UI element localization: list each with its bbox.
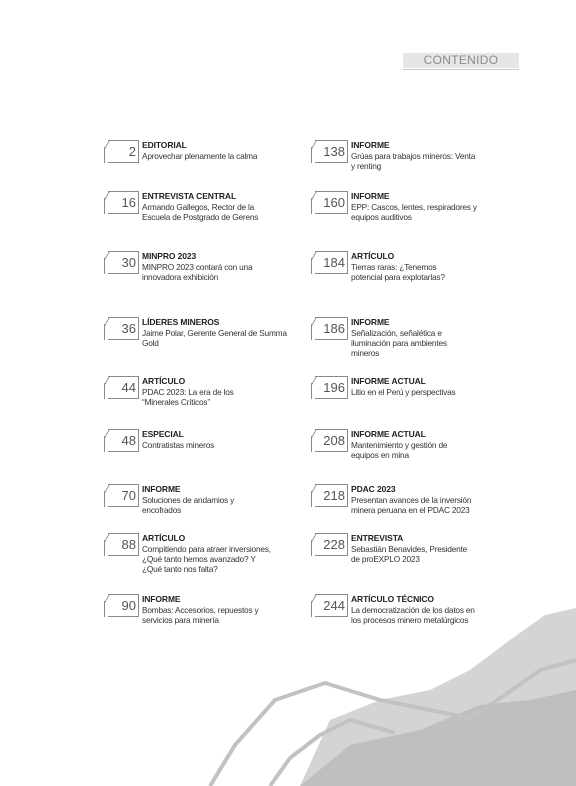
entry-description: PDAC 2023: La era de los “Minerales Críticos” xyxy=(142,387,234,407)
page-number: 160 xyxy=(315,191,348,214)
entry-category: INFORME xyxy=(142,594,181,604)
page-number: 218 xyxy=(315,484,348,507)
page-number: 186 xyxy=(315,317,348,340)
entry-description: Presentan avances de la inversión minera peruana en el PDAC 2023 xyxy=(351,495,472,515)
page-number: 36 xyxy=(108,317,139,340)
entry-category: INFORME xyxy=(351,140,390,150)
page-number: 2 xyxy=(108,140,139,163)
entry-category: ARTÍCULO xyxy=(142,533,186,543)
page-number: 30 xyxy=(108,251,139,274)
entry-category: ARTÍCULO TÉCNICO xyxy=(351,594,434,604)
entry-category: ENTREVISTA CENTRAL xyxy=(142,191,237,201)
entry-category: MINPRO 2023 xyxy=(142,251,197,261)
entry-description: Compitiendo para atraer inversiones, ¿Qué tanto hemos avanzado? Y ¿Qué tanto nos falta? xyxy=(142,544,271,574)
entry-description: Jaime Polar, Gerente General de Summa Gold xyxy=(142,328,287,348)
entry-category: INFORME ACTUAL xyxy=(351,429,426,439)
page-number: 228 xyxy=(315,533,348,556)
page-number: 184 xyxy=(315,251,348,274)
entry-description: Contratistas mineros xyxy=(142,440,215,450)
entry-description: Soluciones de andamios y encofrados xyxy=(142,495,235,515)
page-number: 138 xyxy=(315,140,348,163)
entry-description: Bombas: Accesorios, repuestos y servicios para minería xyxy=(142,605,259,625)
page-number: 90 xyxy=(108,594,139,617)
entry-description: La democratización de los datos en los procesos minero metalúrgicos xyxy=(351,605,475,625)
entry-description: Tierras raras: ¿Tenemos potencial para explotarlas? xyxy=(351,262,445,282)
entry-category: PDAC 2023 xyxy=(351,484,396,494)
entry-category: ESPECIAL xyxy=(142,429,184,439)
page-number: 88 xyxy=(108,533,139,556)
page-number: 196 xyxy=(315,376,348,399)
entry-description: MINPRO 2023 contará con una innovadora exhibición xyxy=(142,262,253,282)
entry-category: ARTÍCULO xyxy=(351,251,395,261)
entry-description: Litio en el Perú y perspectivas xyxy=(351,387,456,397)
page-number: 48 xyxy=(108,429,139,452)
entry-category: INFORME xyxy=(351,191,390,201)
entry-category: LÍDERES MINEROS xyxy=(142,317,220,327)
entry-category: ENTREVISTA xyxy=(351,533,404,543)
entry-description: Grúas para trabajos mineros: Venta y renting xyxy=(351,151,476,171)
entry-description: Armando Gallegos, Rector de la Escuela de Postgrado de Gerens xyxy=(142,202,259,222)
entry-category: INFORME xyxy=(142,484,181,494)
page-number: 208 xyxy=(315,429,348,452)
entry-description: Mantenimiento y gestión de equipos en mina xyxy=(351,440,448,460)
entry-category: INFORME ACTUAL xyxy=(351,376,426,386)
page-title: CONTENIDO xyxy=(423,53,499,67)
page-number: 44 xyxy=(108,376,139,399)
entry-description: EPP: Cascos, lentes, respiradores y equipos auditivos xyxy=(351,202,477,222)
page-number: 244 xyxy=(315,594,348,617)
page-number: 70 xyxy=(108,484,139,507)
entry-description: Sebastián Benavides, Presidente de proEXPLO 2023 xyxy=(351,544,468,564)
entry-category: INFORME xyxy=(351,317,390,327)
entry-description: Aprovechar plenamente la calma xyxy=(142,151,258,161)
entry-category: EDITORIAL xyxy=(142,140,187,150)
page-number: 16 xyxy=(108,191,139,214)
entry-description: Señalización, señalética e iluminación para ambientes mineros xyxy=(351,328,447,358)
entry-category: ARTÍCULO xyxy=(142,376,186,386)
